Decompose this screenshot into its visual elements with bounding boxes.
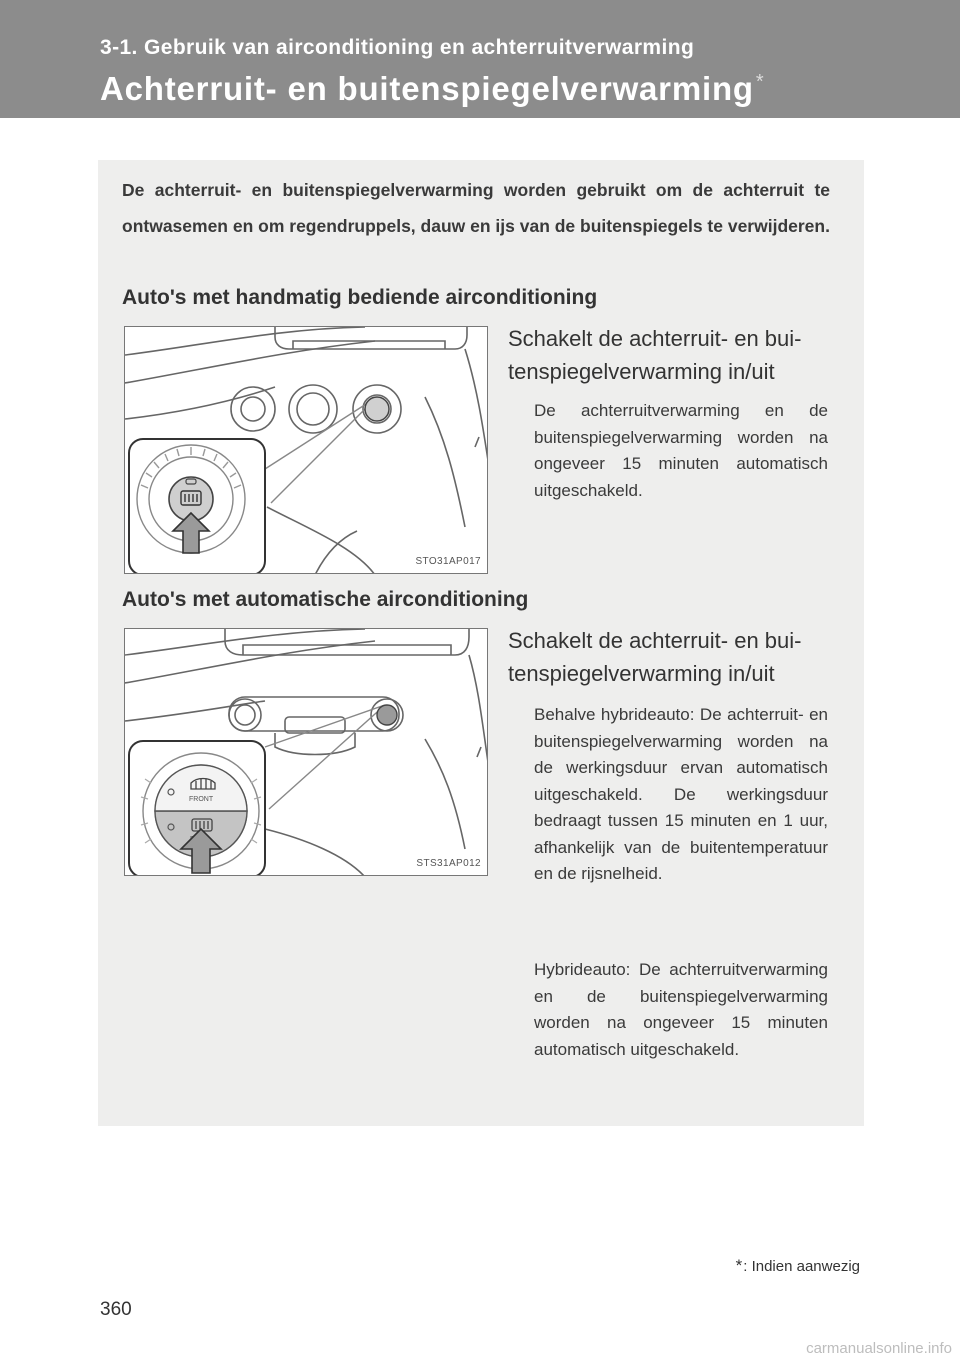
lead-text-auto: Schakelt de achterruit- en buitenspiegelverwarming in/uit <box>508 628 802 686</box>
intro-text: De achterruit- en buitenspiegelverwarming worden gebruikt om de achterruit te ontwasemen en om regendruppels, dauw en ijs van de buitenspiegels te verwijderen. <box>122 180 830 236</box>
lead-text-manual: Schakelt de achterruit- en buitenspiegelverwarming in/uit <box>508 326 802 384</box>
footnote-text: : Indien aanwezig <box>743 1258 860 1275</box>
footnote-asterisk: * <box>735 1256 743 1275</box>
heading-manual-ac: Auto's met handmatig bediende airconditioning <box>122 286 598 309</box>
dashboard-illustration-manual <box>125 327 488 574</box>
note-text-manual: De achterruitverwarming en de buitenspiegelverwarming worden na ongeveer 15 minuten automatisch uitgeschakeld. <box>534 401 828 500</box>
title-asterisk: * <box>755 71 765 93</box>
dashboard-illustration-auto <box>125 629 488 876</box>
page-title-text: Achterruit- en buitenspiegelverwarming <box>100 70 754 107</box>
watermark: carmanualsonline.info <box>806 1340 952 1357</box>
page-number: 360 <box>100 1299 132 1320</box>
figure-code: STS31AP012 <box>416 858 481 869</box>
front-label: FRONT <box>189 796 214 803</box>
figure-code: STO31AP017 <box>415 556 481 567</box>
figure-auto-ac-defogger <box>124 628 488 876</box>
note-text-auto-hybrid: Hybrideauto: De achterruitverwarming en de buitenspiegelverwarming worden na ongeveer 15 minuten automatisch uitgeschakeld. <box>534 960 828 1059</box>
page-title <box>100 70 764 108</box>
heading-auto-ac: Auto's met automatische airconditioning <box>122 588 529 611</box>
figure-manual-ac-defogger <box>124 326 488 574</box>
footnote <box>736 1256 860 1276</box>
note-text-auto-non-hybrid: Behalve hybrideauto: De achterruit- en buitenspiegelverwarming worden na de werkingsduur ervan automatisch uitgeschakeld. De werkingsduur bedraagt tussen 15 minuten en 1 uur, afhankelijk van de buitentemperatuur en de rijsnelheid. <box>534 705 828 883</box>
section-title: 3-1. Gebruik van airconditioning en achterruitverwarming <box>100 36 695 59</box>
